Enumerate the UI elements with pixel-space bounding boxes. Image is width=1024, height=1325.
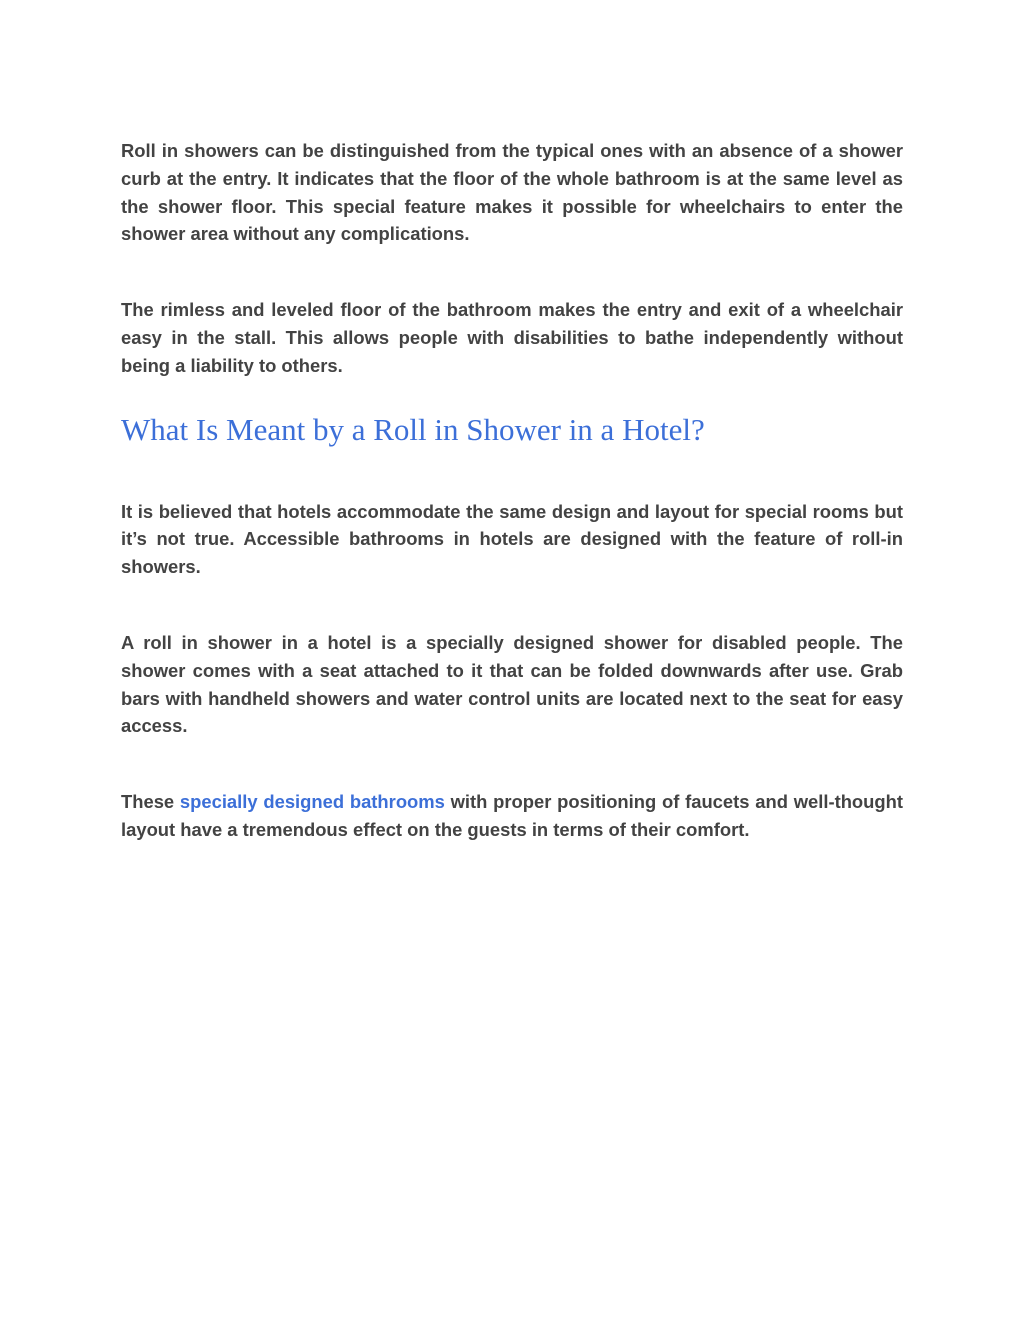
document-page: [121, 137, 903, 844]
paragraph-hotel-roll-in-shower: A roll in shower in a hotel is a specially designed shower for disabled people. The shower comes with a seat attached to it that can be folded downwards after use. Grab bars with handheld showers and water control units are located next to the seat for easy access.: [121, 631, 903, 737]
section-heading: What Is Meant by a Roll in Shower in a Hotel?: [121, 411, 705, 447]
paragraph-roll-in-shower-definition: Roll in showers can be distinguished from the typical ones with an absence of a shower curb at the entry. It indicates that the floor of the whole bathroom is at the same level as the shower floor. This special feature makes it possible for wheelchairs to enter the shower area without any complications.: [121, 140, 903, 245]
specially-designed-bathrooms-link[interactable]: specially designed bathrooms: [179, 791, 445, 813]
paragraph-text-before-link: These: [121, 791, 180, 813]
paragraph-text-after-link: with proper positioning of faucets and well-thought layout have a tremendous effect on the guests in terms of their comfort.: [121, 791, 903, 840]
paragraph-specially-designed: [121, 788, 903, 844]
paragraph-hotel-design: It is believed that hotels accommodate the same design and layout for special rooms but it’s not true. Accessible bathrooms in hotels are designed with the feature of roll-in showers.: [121, 500, 903, 578]
paragraph-leveled-floor: The rimless and leveled floor of the bathroom makes the entry and exit of a wheelchair easy in the stall. This allows people with disabilities to bathe independently without being a liability to others.: [121, 299, 903, 376]
